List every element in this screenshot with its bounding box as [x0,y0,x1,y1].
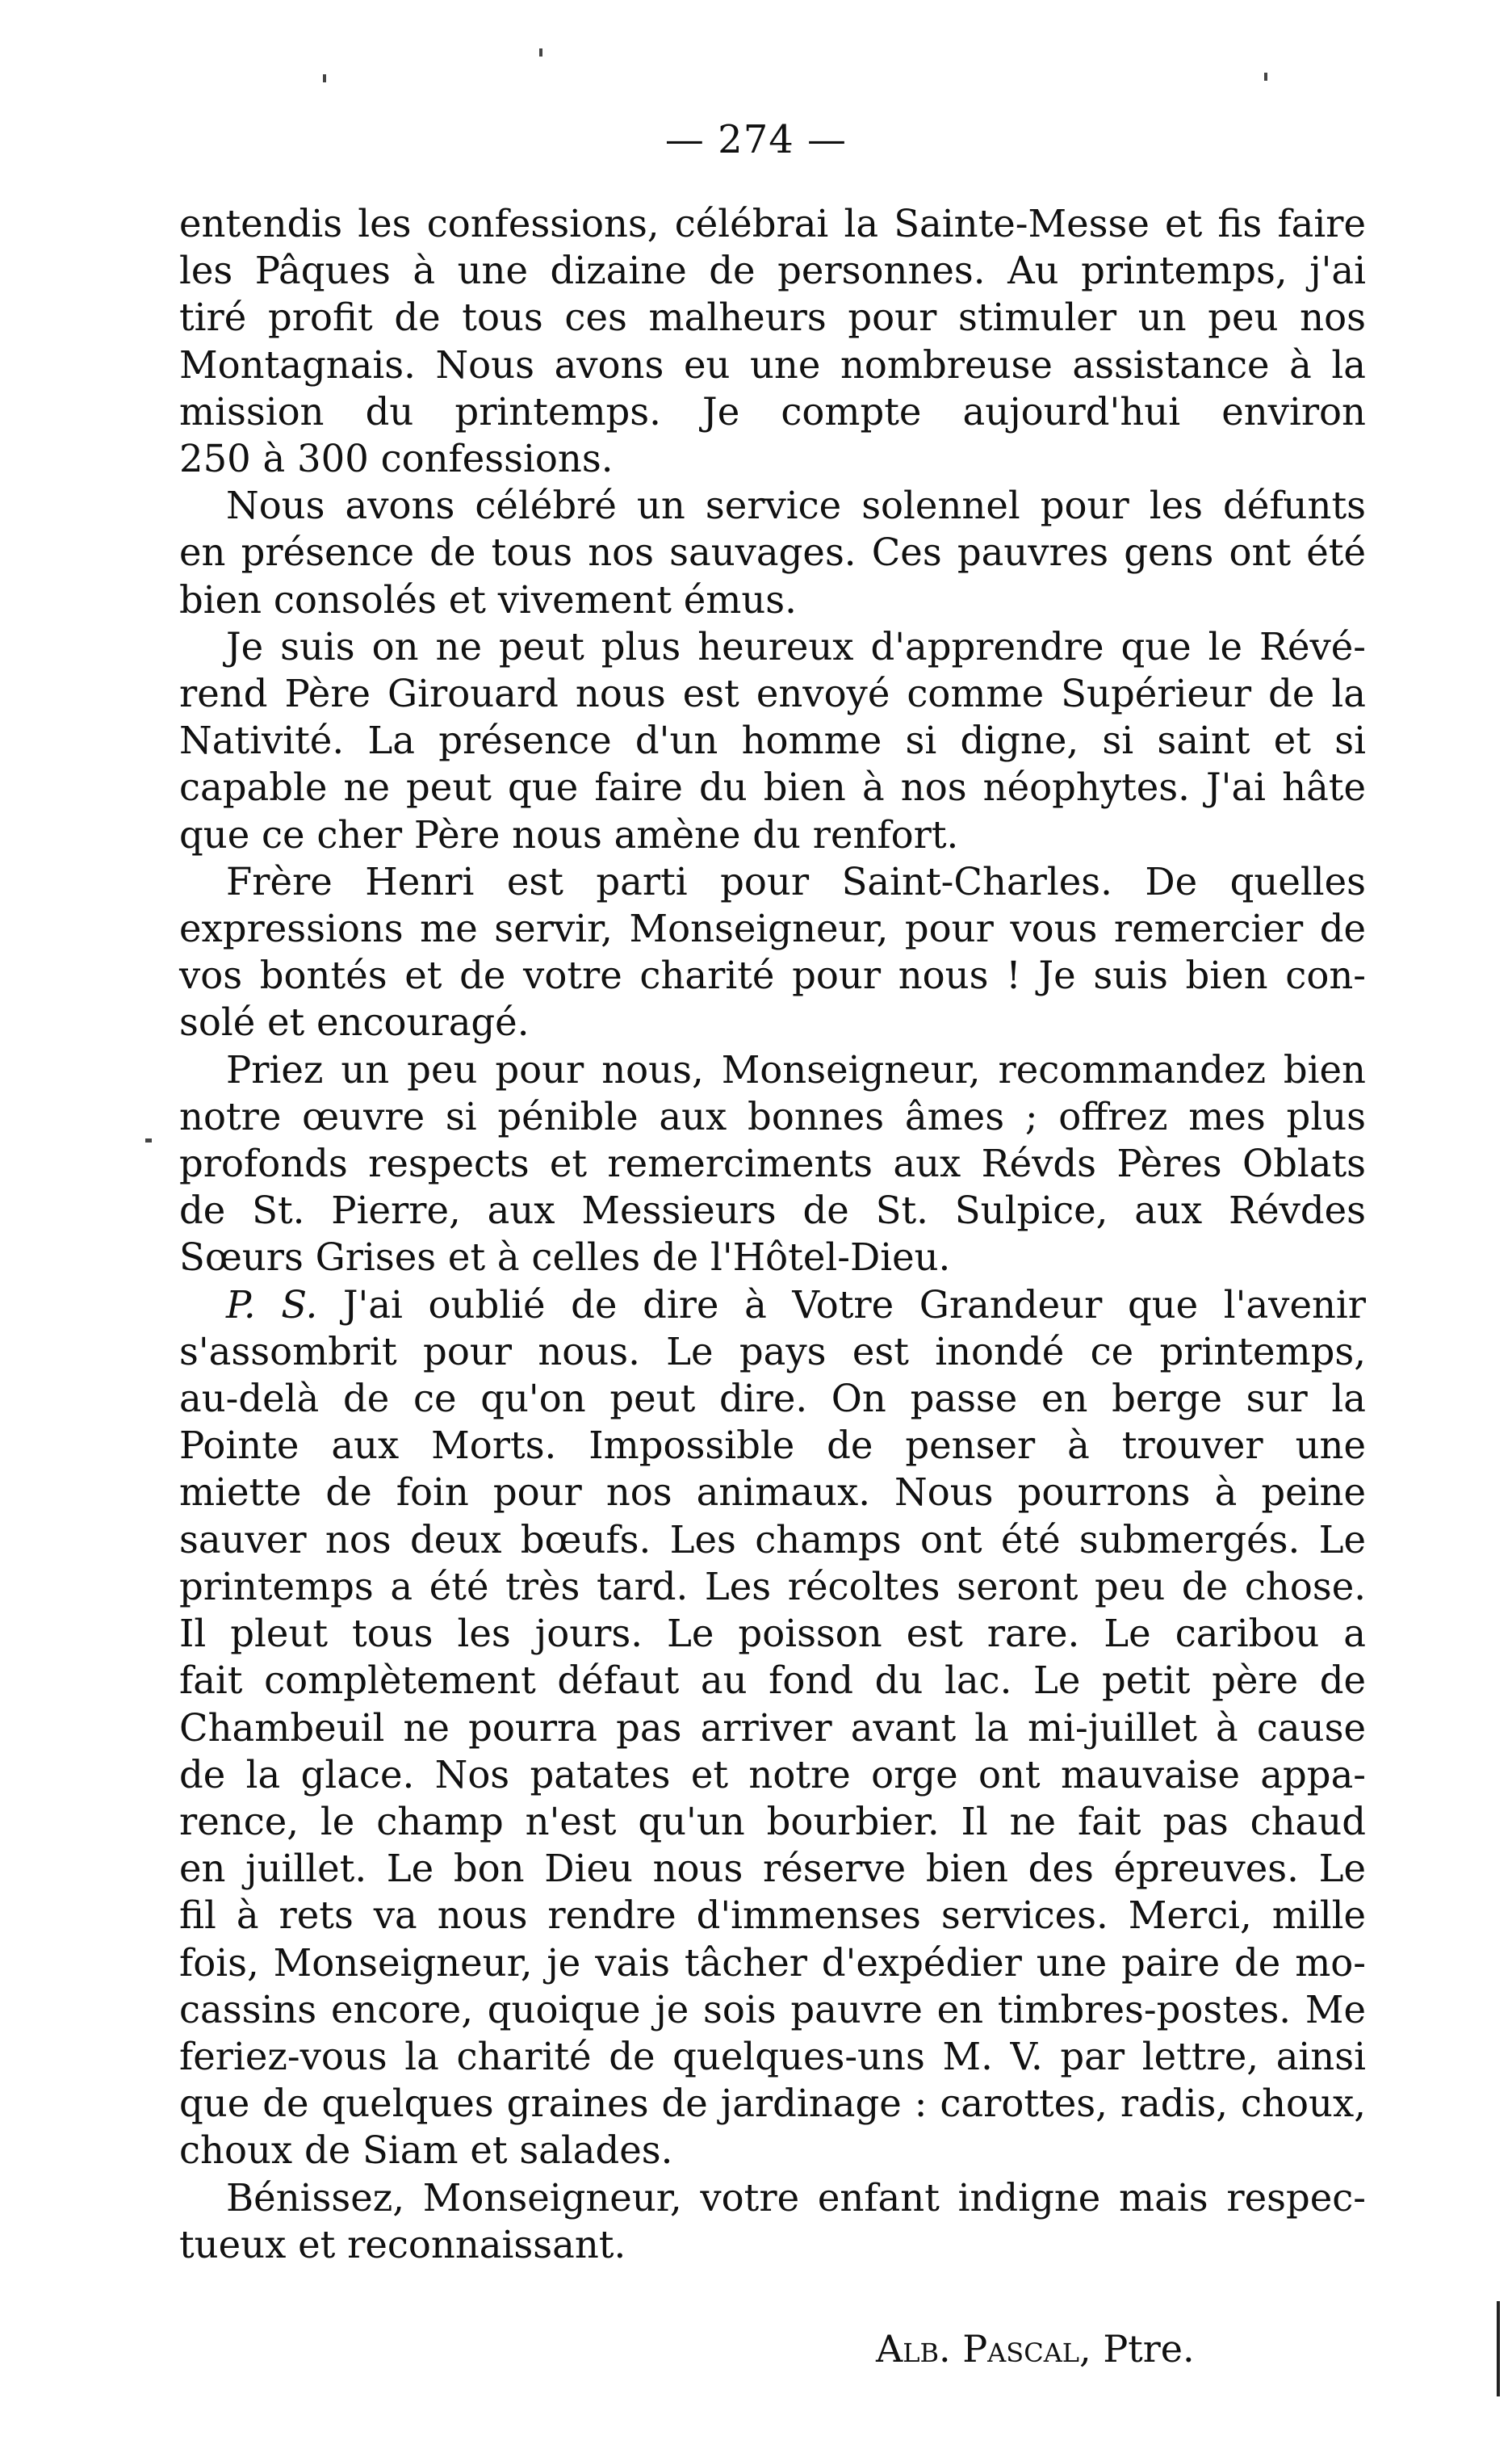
text-line: Nous avons célébré un service solennel pour les défunts [226,484,1366,528]
paragraph [179,200,1366,482]
text-line: en juillet. Le bon Dieu nous réserve bien des épreuves. Le [179,1847,1366,1891]
text-line: Montagnais. Nous avons eu une nombreuse assistance à la [179,342,1366,387]
letter-body [179,200,1366,2268]
signature-name: Alb. Pascal, [876,2327,1091,2371]
signature-title: Ptre. [1103,2327,1195,2371]
text-line: Sœurs Grises et à celles de l'Hôtel-Dieu. [179,1235,951,1280]
text-line: 250 à 300 confessions. [179,437,614,481]
text-line: rence, le champ n'est qu'un bourbier. Il ne fait pas chaud [179,1799,1366,1843]
text-line: fois, Monseigneur, je vais tâcher d'expédier une paire de mo- [179,1940,1366,1985]
text-line: Priez un peu pour nous, Monseigneur, recommandez bien [226,1047,1366,1092]
text-line: de la glace. Nos patates et notre orge ont mauvaise appa- [179,1752,1366,1797]
text-line: miette de foin pour nos animaux. Nous pourrons à peine [179,1470,1366,1515]
paragraph [179,1046,1366,1281]
text-line: bien consolés et vivement émus. [179,577,797,622]
postscript [179,1281,1366,2174]
text-line: cassins encore, quoique je sois pauvre en timbres-postes. Me [179,1987,1366,2031]
paragraph [179,623,1366,858]
text-line: choux de Siam et salades. [179,2128,673,2173]
paragraph [179,482,1366,623]
text-line: notre œuvre si pénible aux bonnes âmes ; offrez mes plus [179,1094,1366,1138]
text-line: tiré profit de tous ces malheurs pour stimuler un peu nos [179,296,1366,340]
page-edge-mark [1497,2301,1500,2396]
page-number: — 274 — [664,117,848,162]
text-line: vos bontés et de votre charité pour nous ! Je suis bien con- [179,954,1366,998]
text-line: que de quelques graines de jardinage : carottes, radis, choux, [179,2082,1366,2126]
text-line: sauver nos deux bœufs. Les champs ont été submergés. Le [179,1517,1366,1562]
text-line: Je suis on ne peut plus heureux d'apprendre que le Révé- [226,624,1366,669]
text-line: capable ne peut que faire du bien à nos néophytes. J'ai hâte [179,765,1366,810]
text-line: de St. Pierre, aux Messieurs de St. Sulpice, aux Révdes [179,1189,1366,1233]
text-line-content: J'ai oublié de dire à Votre Grandeur que l'avenir [342,1282,1367,1327]
text-line: solé et encouragé. [179,1000,530,1045]
text-line [179,1281,1366,1328]
print-speck [323,74,326,82]
paragraph [179,858,1366,1046]
text-line: Chambeuil ne pourra pas arriver avant la mi-juillet à cause [179,1705,1366,1750]
text-line: rend Père Girouard nous est envoyé comme Supérieur de la [179,672,1366,716]
text-line: entendis les confessions, célébrai la Sainte-Messe et fis faire [179,202,1366,245]
text-line: Nativité. La présence d'un homme si digne, si saint et si [179,719,1366,763]
text-line: fil à rets va nous rendre d'immenses services. Merci, mille [179,1893,1366,1938]
text-line: profonds respects et remerciments aux Révds Pères Oblats [179,1142,1366,1186]
text-line: au-delà de ce qu'on peut dire. On passe en berge sur la [179,1377,1366,1421]
print-speck [1264,73,1267,81]
text-line: en présence de tous nos sauvages. Ces pauvres gens ont été [179,530,1366,575]
text-line: tueux et reconnaissant. [179,2222,626,2266]
postscript-label: P. S. [226,1282,318,1327]
text-line: que ce cher Père nous amène du renfort. [179,812,959,857]
print-speck [145,1138,152,1143]
text-line: fait complètement défaut au fond du lac. Le petit père de [179,1658,1366,1703]
text-line: Frère Henri est parti pour Saint-Charles. De quelles [226,859,1366,904]
text-line: printemps a été très tard. Les récoltes seront peu de chose. [179,1564,1366,1608]
text-line: s'assombrit pour nous. Le pays est inondé ce printemps, [179,1329,1366,1373]
text-line: Bénissez, Monseigneur, votre enfant indigne mais respec- [226,2175,1366,2220]
signature [876,2325,1195,2372]
text-line: feriez-vous la charité de quelques-uns M. V. par lettre, ainsi [179,2034,1366,2078]
paragraph [179,2174,1366,2268]
text-line: Il pleut tous les jours. Le poisson est rare. Le caribou a [179,1612,1366,1656]
text-line: Pointe aux Morts. Impossible de penser à trouver une [179,1423,1366,1468]
text-line: les Pâques à une dizaine de personnes. Au printemps, j'ai [179,249,1366,293]
text-line: mission du printemps. Je compte aujourd'hui environ [179,389,1366,434]
print-speck [539,48,542,57]
text-line: expressions me servir, Monseigneur, pour vous remercier de [179,907,1366,951]
